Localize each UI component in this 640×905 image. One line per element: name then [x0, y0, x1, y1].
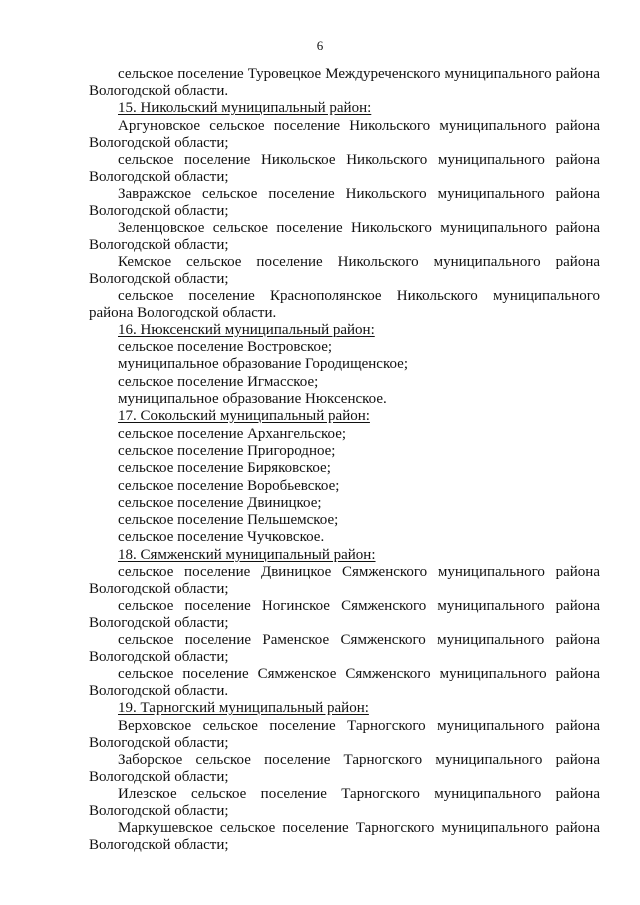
list-item: сельское поселение Воробьевское;: [118, 477, 340, 494]
list-item: сельское поселение Раменское Сямженского муниципального района Вологодской области;: [89, 632, 600, 666]
list-item: Верховское сельское поселение Тарногского муниципального района Вологодской области;: [89, 717, 600, 751]
list-item: сельское поселение Пригородное;: [118, 442, 336, 459]
section-heading: 16. Нюксенский муниципальный район:: [118, 321, 375, 338]
list-item: муниципальное образование Городищенское;: [118, 356, 409, 373]
list-item: Кемское сельское поселение Никольского муниципального района Вологодской области;: [89, 253, 600, 287]
list-item: сельское поселение Чучковское.: [118, 529, 325, 546]
list-item: Аргуновское сельское поселение Никольского муниципального района Вологодской области;: [89, 117, 600, 151]
list-item: Заборское сельское поселение Тарногского муниципального района Вологодской области;: [89, 751, 600, 785]
list-item: сельское поселение Двиницкое Сямженского муниципального района Вологодской области;: [89, 564, 600, 598]
list-item: Илезское сельское поселение Тарногского муниципального района Вологодской области;: [89, 785, 600, 819]
list-item: сельское поселение Двиницкое;: [118, 494, 322, 511]
list-item: сельское поселение Никольское Никольского муниципального района Вологодской области;: [89, 151, 600, 185]
list-item: сельское поселение Востровское;: [118, 339, 333, 355]
document-body: [89, 66, 600, 854]
list-item: сельское поселение Архангельское;: [118, 425, 347, 442]
section-15: [89, 100, 600, 322]
list-item: сельское поселение Биряковское;: [118, 460, 331, 477]
section-heading: 18. Сямженский муниципальный район:: [118, 546, 376, 563]
list-item: муниципальное образование Нюксенское.: [118, 390, 387, 407]
section-16: [89, 322, 600, 409]
list-item: Завражское сельское поселение Никольского муниципального района Вологодской области;: [89, 185, 600, 219]
section-18: [89, 547, 600, 701]
section-heading: 19. Тарногский муниципальный район:: [118, 700, 369, 717]
list-item: сельское поселение Пельшемское;: [118, 512, 339, 529]
list-item: сельское поселение Сямженское Сямженского муниципального района Вологодской области.: [89, 666, 600, 700]
list-item: сельское поселение Краснополянское Никольского муниципального района Вологодской области.: [89, 287, 600, 321]
list-item: сельское поселение Ногинское Сямженского муниципального района Вологодской области;: [89, 598, 600, 632]
section-heading: 15. Никольский муниципальный район:: [118, 100, 372, 116]
section-19: [89, 700, 600, 854]
intro-paragraph: сельское поселение Туровецкое Междуреченского муниципального района Вологодской области.: [89, 66, 600, 99]
page-number: 6: [316, 38, 324, 53]
list-item: сельское поселение Игмасское;: [118, 373, 319, 390]
list-item: Зеленцовское сельское поселение Никольского муниципального района Вологодской области;: [89, 219, 600, 253]
list-item: Маркушевское сельское поселение Тарногского муниципального района Вологодской области;: [89, 819, 600, 853]
section-heading: 17. Сокольский муниципальный район:: [118, 408, 370, 425]
section-17: [89, 408, 600, 547]
